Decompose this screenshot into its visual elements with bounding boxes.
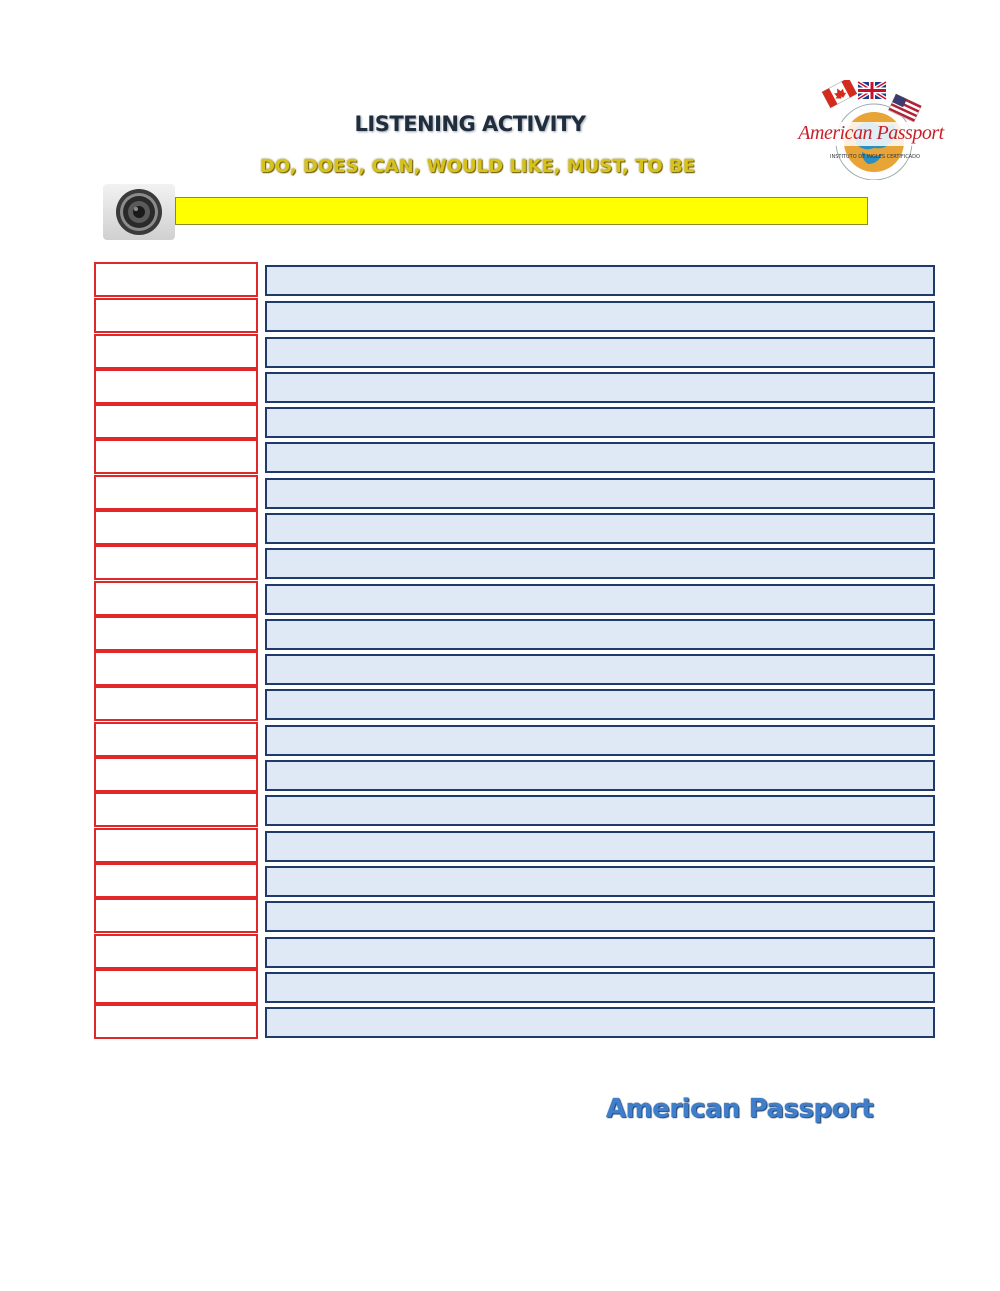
audio-bar[interactable] (175, 197, 868, 225)
table-row (94, 757, 939, 792)
sentence-box[interactable] (265, 972, 935, 1003)
table-row (94, 369, 939, 404)
answer-box[interactable] (94, 686, 258, 721)
sentence-box[interactable] (265, 442, 935, 473)
sentence-box[interactable] (265, 1007, 935, 1038)
answer-box[interactable] (94, 863, 258, 898)
table-row (94, 792, 939, 827)
table-row (94, 1004, 939, 1039)
table-row (94, 898, 939, 933)
table-row (94, 545, 939, 580)
speaker-icon[interactable] (103, 184, 175, 240)
table-row (94, 262, 939, 297)
logo-text: American Passport (798, 122, 944, 144)
answer-box[interactable] (94, 828, 258, 863)
sentence-box[interactable] (265, 337, 935, 368)
sentence-box[interactable] (265, 407, 935, 438)
answer-box[interactable] (94, 510, 258, 545)
sentence-box[interactable] (265, 619, 935, 650)
answer-box[interactable] (94, 616, 258, 651)
table-row (94, 581, 939, 616)
logo-ring-text: INSTITUTO DE INGLES CERTIFICADO (830, 154, 920, 160)
answer-box[interactable] (94, 792, 258, 827)
page-title: LISTENING ACTIVITY (354, 112, 586, 136)
table-row (94, 404, 939, 439)
sentence-box[interactable] (265, 478, 935, 509)
answer-box[interactable] (94, 439, 258, 474)
answer-box[interactable] (94, 722, 258, 757)
table-row (94, 298, 939, 333)
answer-box[interactable] (94, 369, 258, 404)
answer-box[interactable] (94, 969, 258, 1004)
table-row (94, 863, 939, 898)
table-row (94, 722, 939, 757)
answer-box[interactable] (94, 404, 258, 439)
table-row (94, 616, 939, 651)
sentence-box[interactable] (265, 937, 935, 968)
answer-box[interactable] (94, 334, 258, 369)
table-row (94, 969, 939, 1004)
answer-box[interactable] (94, 262, 258, 297)
answer-box[interactable] (94, 298, 258, 333)
sentence-box[interactable] (265, 689, 935, 720)
table-row (94, 510, 939, 545)
footer-brand: American Passport (606, 1094, 874, 1124)
table-row (94, 686, 939, 721)
sentence-box[interactable] (265, 548, 935, 579)
answer-box[interactable] (94, 1004, 258, 1039)
answer-box[interactable] (94, 651, 258, 686)
answer-box[interactable] (94, 581, 258, 616)
sentence-box[interactable] (265, 265, 935, 296)
table-row (94, 334, 939, 369)
sentence-box[interactable] (265, 866, 935, 897)
sentence-box[interactable] (265, 513, 935, 544)
table-row (94, 828, 939, 863)
table-row (94, 439, 939, 474)
sentence-box[interactable] (265, 831, 935, 862)
table-row (94, 475, 939, 510)
table-row (94, 651, 939, 686)
page-subtitle: DO, DOES, CAN, WOULD LIKE, MUST, TO BE (259, 156, 695, 177)
sentence-box[interactable] (265, 372, 935, 403)
sentence-box[interactable] (265, 725, 935, 756)
sentence-box[interactable] (265, 654, 935, 685)
american-passport-logo (796, 80, 944, 180)
answer-box[interactable] (94, 898, 258, 933)
sentence-box[interactable] (265, 760, 935, 791)
answer-box[interactable] (94, 545, 258, 580)
answer-box[interactable] (94, 757, 258, 792)
sentence-box[interactable] (265, 584, 935, 615)
sentence-box[interactable] (265, 301, 935, 332)
sentence-box[interactable] (265, 901, 935, 932)
table-row (94, 934, 939, 969)
answer-box[interactable] (94, 475, 258, 510)
answer-box[interactable] (94, 934, 258, 969)
sentence-box[interactable] (265, 795, 935, 826)
